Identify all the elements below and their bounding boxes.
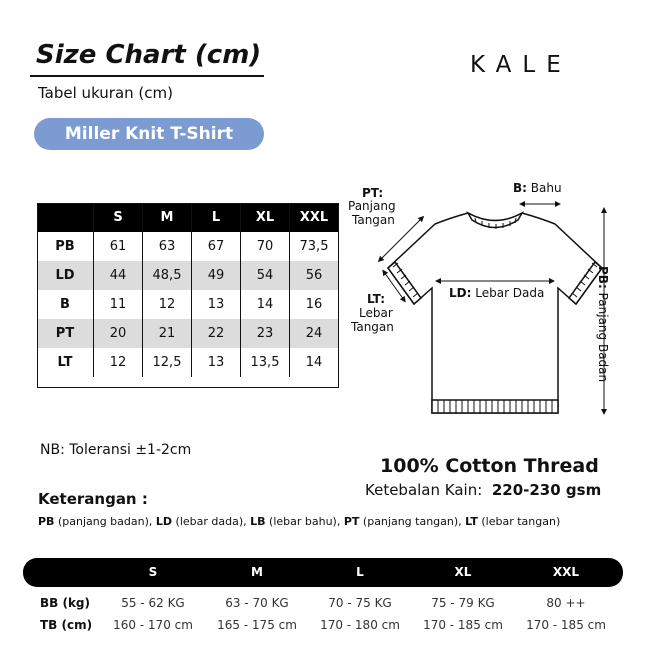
- fit-column-xl: XL: [454, 565, 472, 579]
- table-row: [37, 261, 338, 290]
- table-cell: 21: [143, 319, 192, 348]
- label-pb: PB: Panjang Badan: [596, 266, 610, 383]
- table-cell: 22: [192, 319, 241, 348]
- fit-cell: 170 - 185 cm: [423, 618, 503, 632]
- fit-cell: 70 - 75 KG: [328, 596, 392, 610]
- fit-row-label-height: TB (cm): [40, 618, 93, 632]
- table-cell: 11: [94, 290, 143, 319]
- table-cell: 23: [241, 319, 290, 348]
- legend-text: PB (panjang badan), LD (lebar dada), LB (lebar bahu), PT (panjang tangan), LT (lebar tangan): [38, 515, 561, 528]
- fit-cell: 80 ++: [546, 596, 586, 610]
- table-header-corner: [37, 203, 94, 232]
- fit-cell: 75 - 79 KG: [431, 596, 495, 610]
- label-ld: LD: Lebar Dada: [449, 286, 545, 300]
- hem-rib: [432, 400, 558, 413]
- fit-column-l: L: [356, 565, 364, 579]
- fit-cell: 63 - 70 KG: [225, 596, 289, 610]
- fit-cell: 160 - 170 cm: [113, 618, 193, 632]
- tolerance-note: NB: Toleransi ±1-2cm: [40, 442, 192, 458]
- table-header-row: [37, 203, 338, 232]
- product-name-badge: Miller Knit T-Shirt: [34, 118, 264, 150]
- table-cell: 49: [192, 261, 241, 290]
- row-label: LT: [37, 348, 94, 377]
- fit-cell: 55 - 62 KG: [121, 596, 185, 610]
- table-cell: 44: [94, 261, 143, 290]
- label-lt-line2: Tangan: [351, 320, 394, 334]
- row-label: LD: [37, 261, 94, 290]
- table-row: [37, 348, 338, 377]
- page-title: Size Chart (cm): [36, 40, 262, 70]
- label-pt-line1: Panjang: [348, 199, 396, 213]
- label-b: B: Bahu: [513, 181, 562, 195]
- label-pt-line2: Tangan: [352, 213, 395, 227]
- fit-row-label-weight: BB (kg): [40, 596, 91, 610]
- table-cell: 12,5: [143, 348, 192, 377]
- table-row: [37, 290, 338, 319]
- fit-cell: 170 - 185 cm: [526, 618, 606, 632]
- fit-column-m: M: [251, 565, 263, 579]
- table-cell: 13: [192, 290, 241, 319]
- fit-cell: 170 - 180 cm: [320, 618, 400, 632]
- fit-column-s: S: [148, 565, 158, 579]
- table-cell: 67: [192, 232, 241, 261]
- table-cell: 61: [94, 232, 143, 261]
- table-cell: 70: [241, 232, 290, 261]
- fit-column-xxl: XXL: [552, 565, 580, 579]
- row-label: PT: [37, 319, 94, 348]
- table-cell: 54: [241, 261, 290, 290]
- fabric-weight: Ketebalan Kain: 220-230 gsm: [365, 481, 602, 499]
- table-cell: 48,5: [143, 261, 192, 290]
- column-header-xl: XL: [241, 203, 290, 232]
- table-cell: 12: [143, 290, 192, 319]
- table-cell: 14: [305, 355, 323, 370]
- column-header-s: S: [94, 203, 143, 232]
- size-measurement-table: [37, 203, 338, 377]
- table-cell: 24: [290, 319, 339, 348]
- table-cell: 63: [143, 232, 192, 261]
- table-cell: 13: [192, 348, 241, 377]
- row-label: PB: [37, 232, 94, 261]
- label-lt-abbr: LT:: [367, 292, 385, 306]
- table-cell: 16: [305, 297, 323, 312]
- material-title: 100% Cotton Thread: [380, 455, 599, 477]
- table-row: [37, 232, 338, 261]
- row-label: B: [37, 290, 94, 319]
- table-cell: 56: [290, 261, 339, 290]
- column-header-l: L: [192, 203, 241, 232]
- table-row: [37, 319, 338, 348]
- tshirt-outline: [388, 213, 602, 413]
- legend-title: Keterangan :: [38, 490, 148, 508]
- brand-logo: KALE: [470, 52, 572, 78]
- table-cell: 12: [94, 348, 143, 377]
- column-header-m: M: [143, 203, 192, 232]
- table-cell: 13,5: [241, 348, 290, 377]
- table-cell: 14: [241, 290, 290, 319]
- title-underline: [30, 75, 264, 77]
- label-lt-line1: Lebar: [359, 306, 393, 320]
- fit-cell: 165 - 175 cm: [217, 618, 297, 632]
- table-cell: 20: [94, 319, 143, 348]
- page-subtitle: Tabel ukuran (cm): [38, 84, 173, 102]
- table-cell: 73,5: [299, 239, 329, 254]
- label-pt-abbr: PT:: [362, 186, 384, 200]
- column-header-xxl: XXL: [290, 203, 339, 232]
